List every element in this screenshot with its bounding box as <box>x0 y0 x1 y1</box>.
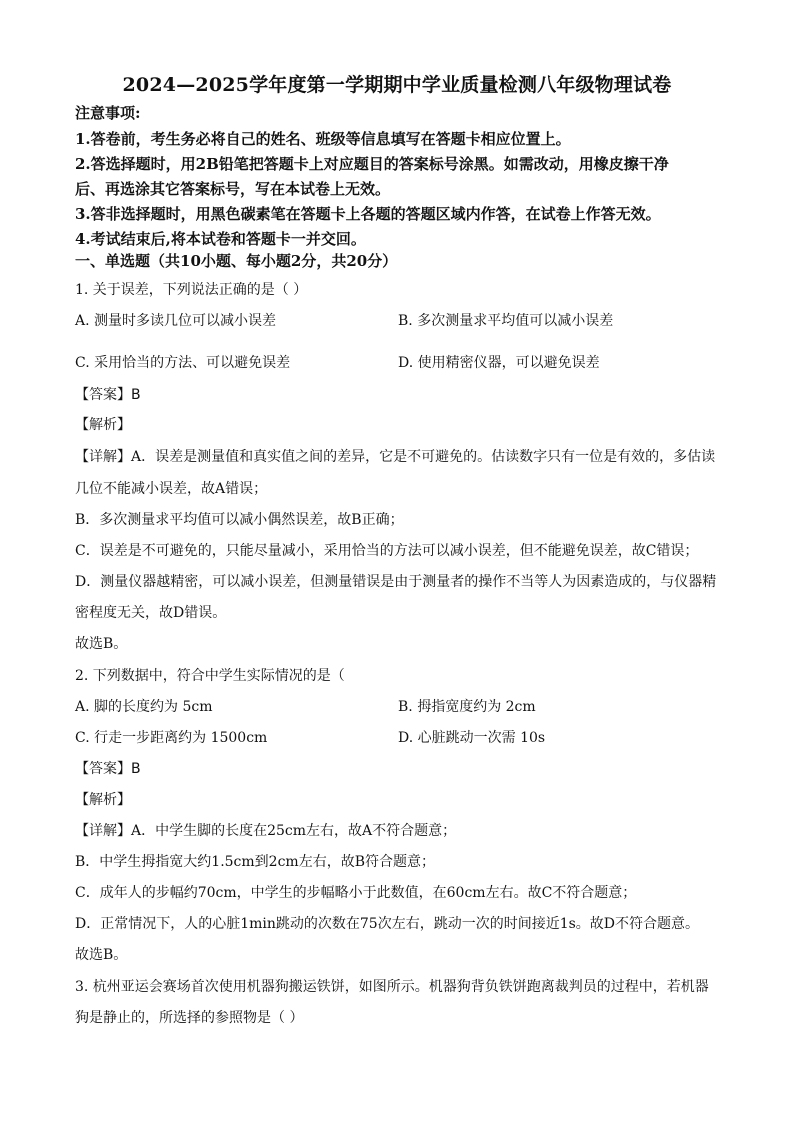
q1-detail-line: 几位不能减小误差，故A错误； <box>75 481 268 497</box>
q2-option-a: A. 脚的长度约为 5cm <box>75 699 213 715</box>
q1-detail-line: 【详解】A．误差是测量值和真实值之间的差异，它是不可避免的。估读数字只有一位是有效的，多估读 <box>75 449 716 465</box>
exam-title: 2024—2025学年度第一学期期中学业质量检测八年级物理试卷 <box>122 74 672 96</box>
q1-detail-line: 密程度无关，故D错误。 <box>75 605 227 621</box>
notice-item: 2.答选择题时，用2B铅笔把答题卡上对应题目的答案标号涂黑。如需改动，用橡皮擦干净 <box>75 155 669 173</box>
q1-answer: 【答案】B <box>75 387 141 403</box>
question-3-stem: 3. 杭州亚运会赛场首次使用机器狗搬运铁饼，如图所示。机器狗背负铁饼跑离裁判员的过程中，若机器 <box>75 979 709 995</box>
q1-option-a: A. 测量时多读几位可以减小误差 <box>75 313 277 329</box>
q2-option-c: C. 行走一步距离约为 1500cm <box>75 730 268 746</box>
q2-option-b: B. 拇指宽度约为 2cm <box>398 699 536 715</box>
notice-item: 1.答卷前，考生务必将自己的姓名、班级等信息填写在答题卡相应位置上。 <box>75 130 571 148</box>
q1-option-c: C. 采用恰当的方法、可以避免误差 <box>75 355 291 371</box>
q2-detail-line: 故选B。 <box>75 947 128 963</box>
notice-heading: 注意事项: <box>75 104 141 122</box>
section-heading: 一、单选题（共10小题、每小题2分，共20分） <box>75 252 398 270</box>
q1-detail-line: D．测量仪器越精密，可以减小误差，但测量错误是由于测量者的操作不当等人为因素造成的，与仪器精 <box>75 574 717 590</box>
notice-item: 4.考试结束后,将本试卷和答题卡一并交回。 <box>75 230 366 248</box>
q1-analysis-label: 【解析】 <box>75 417 131 433</box>
q2-detail-line: B．中学生拇指宽大约1.5cm到2cm左右，故B符合题意； <box>75 854 435 870</box>
q2-detail-line: C．成年人的步幅约70cm，中学生的步幅略小于此数值，在60cm左右。故C不符合题意； <box>75 885 637 901</box>
question-3-stem: 狗是静止的，所选择的参照物是（ ） <box>75 1010 304 1026</box>
q1-detail-line: 故选B。 <box>75 636 128 652</box>
q2-analysis-label: 【解析】 <box>75 792 131 808</box>
q1-option-b: B. 多次测量求平均值可以减小误差 <box>398 313 614 329</box>
notice-item: 后、再选涂其它答案标号，写在本试卷上无效。 <box>75 180 391 198</box>
q1-option-d: D. 使用精密仪器，可以避免误差 <box>398 355 600 371</box>
question-2-stem: 2. 下列数据中，符合中学生实际情况的是（ <box>75 668 345 684</box>
question-1-stem: 1. 关于误差，下列说法正确的是（ ） <box>75 282 308 298</box>
q2-option-d: D. 心脏跳动一次需 10s <box>398 730 546 746</box>
q2-answer: 【答案】B <box>75 761 141 777</box>
q1-detail-line: B．多次测量求平均值可以减小偶然误差，故B正确； <box>75 512 404 528</box>
notice-item: 3.答非选择题时，用黑色碳素笔在答题卡上各题的答题区域内作答，在试卷上作答无效。 <box>75 205 661 223</box>
q2-detail-line: D．正常情况下，人的心脏1min跳动的次数在75次左右，跳动一次的时间接近1s。故D不符合题意。 <box>75 916 700 932</box>
q2-detail-line: 【详解】A．中学生脚的长度在25cm左右，故A不符合题意； <box>75 823 457 839</box>
q1-detail-line: C．误差是不可避免的，只能尽量减小，采用恰当的方法可以减小误差，但不能避免误差，故C错误； <box>75 543 699 559</box>
